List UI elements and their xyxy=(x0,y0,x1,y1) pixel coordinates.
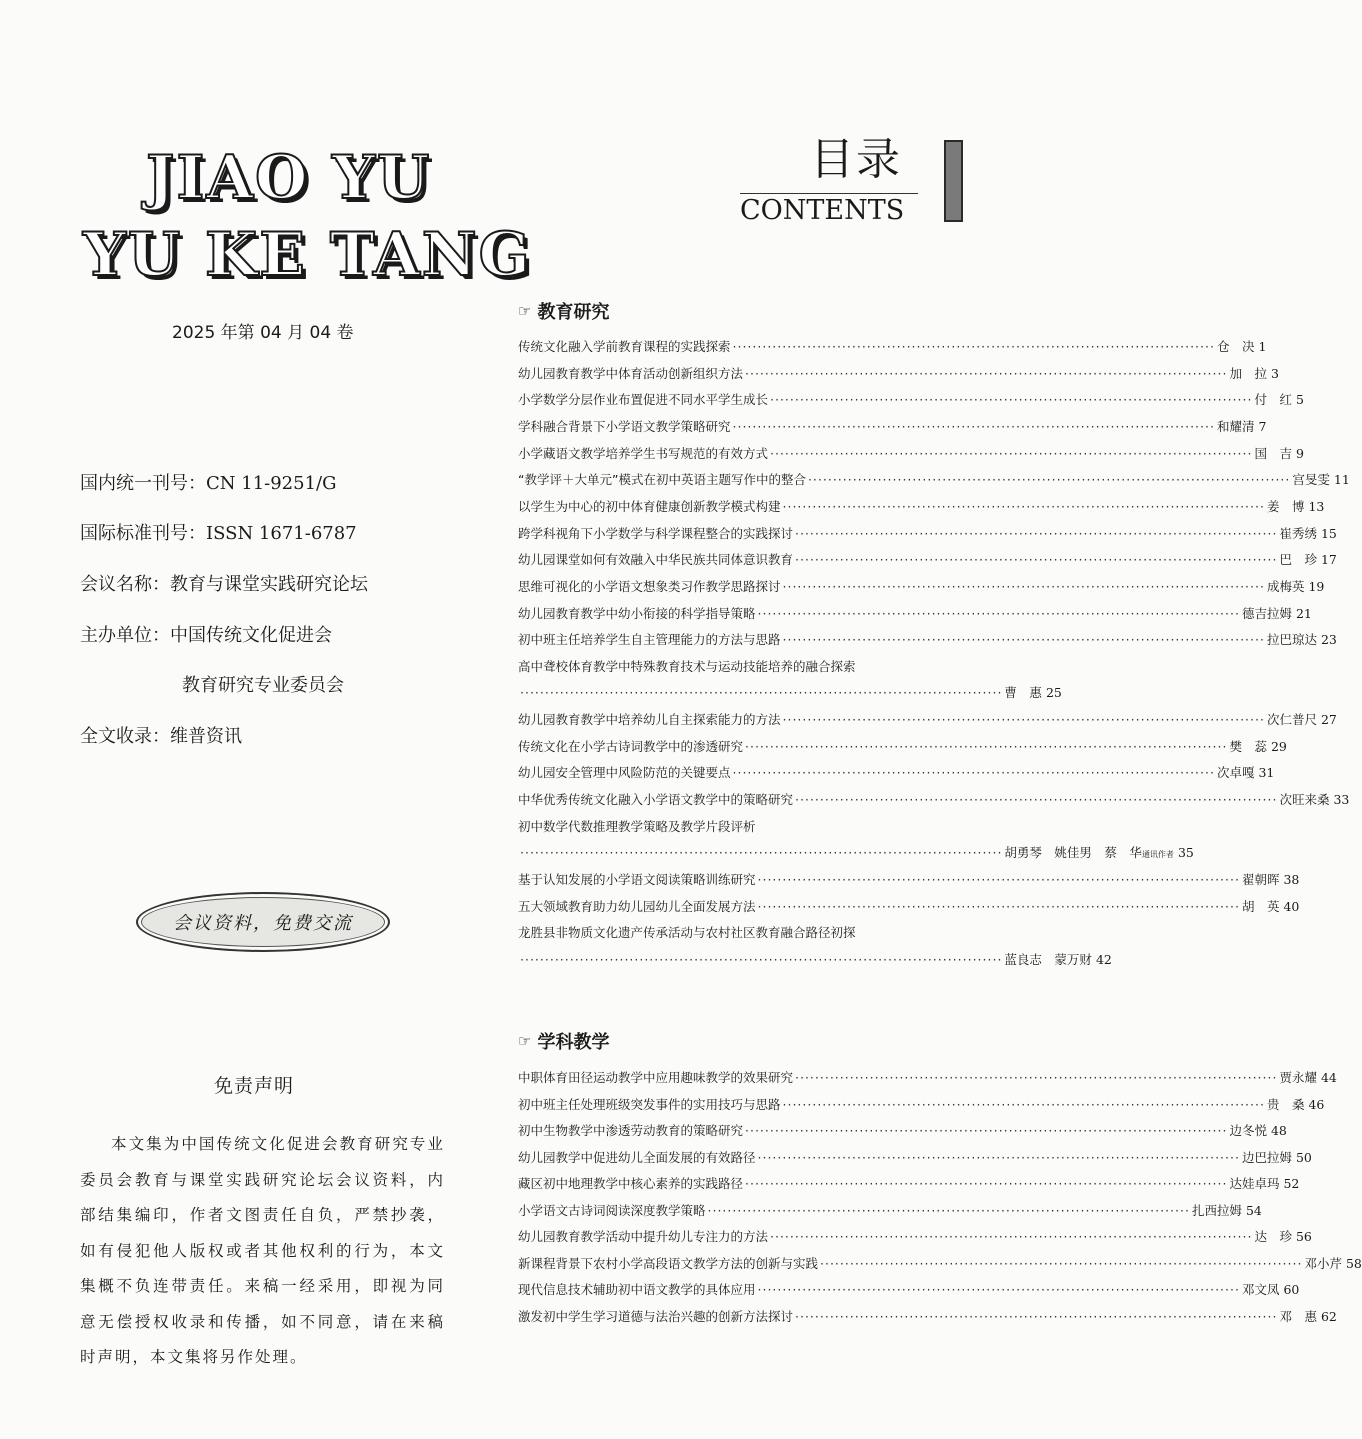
toc-entry-author: 和耀清 xyxy=(1216,418,1255,434)
journal-logo-line2: YU KE TANG xyxy=(83,220,532,290)
toc-entry-author: 翟朝晖 xyxy=(1241,872,1280,887)
toc-entry[interactable] xyxy=(518,1254,1362,1280)
toc-entry-title: 初中班主任培养学生自主管理能力的方法与思路 xyxy=(518,632,781,648)
toc-entry-author: 成梅英 xyxy=(1266,578,1305,594)
toc-leader-dots xyxy=(745,366,1227,381)
toc-leader-dots xyxy=(758,606,1240,621)
toc-title-rule xyxy=(740,193,918,194)
meta-value: ISSN 1671-6787 xyxy=(206,523,357,544)
toc-entry-author: 胡勇琴 姚佳男 蔡 华 xyxy=(1004,845,1142,861)
toc-entry-title: 中华优秀传统文化融入小学语文教学中的策略研究 xyxy=(518,792,794,808)
toc-entry[interactable] xyxy=(518,870,1300,896)
toc-entry-author: 胡 英 xyxy=(1241,898,1280,914)
toc-entry-title: 藏区初中地理教学中核心素养的实践路径 xyxy=(518,1176,744,1191)
disclaimer-title: 免责声明 xyxy=(214,1075,295,1097)
toc-entry-author: 国 吉 xyxy=(1254,445,1292,461)
toc-entry[interactable] xyxy=(518,843,1194,869)
toc-decor-bar xyxy=(944,140,963,222)
toc-entry[interactable] xyxy=(518,577,1325,603)
toc-leader-dots xyxy=(795,526,1277,541)
toc-leader-dots xyxy=(745,1176,1227,1191)
toc-leader-dots xyxy=(708,1203,1190,1218)
toc-entry-title: 初中班主任处理班级突发事件的实用技巧与思路 xyxy=(518,1096,781,1112)
meta-label: 主办单位： xyxy=(80,625,170,646)
toc-entry-page: 9 xyxy=(1295,445,1304,461)
toc-entry-author: 曹 惠 xyxy=(1004,685,1042,701)
toc-entry-page: 58 xyxy=(1345,1255,1362,1271)
toc-entry-page: 3 xyxy=(1270,365,1279,381)
toc-entry[interactable] xyxy=(518,1201,1262,1227)
toc-entry[interactable] xyxy=(518,550,1337,576)
toc-entry-page: 17 xyxy=(1320,552,1337,568)
toc-entry-title: 小学语文古诗词阅读深度教学策略 xyxy=(518,1202,706,1218)
toc-entry-page: 42 xyxy=(1095,951,1112,967)
toc-entry-page: 50 xyxy=(1295,1149,1312,1165)
toc-entry-title: 学科融合背景下小学语文教学策略研究 xyxy=(518,418,731,434)
toc-entry[interactable] xyxy=(518,710,1337,736)
toc-entry-title: 传统文化在小学古诗词教学中的渗透研究 xyxy=(518,738,744,754)
disclaimer-body: 本文集为中国传统文化促进会教育研究专业委员会教育与课堂实践研究论坛会议资料，内部结集编印，作者文图责任自负，严禁抄袭，如有侵犯他人版权或者其他权利的行为，本文集概不负连带责任。来稿一经采用，即视为同意无偿授权收录和传播，如不同意，请在来稿时声明，本文集将另作处理。 xyxy=(80,1135,445,1366)
toc-entry-page: 56 xyxy=(1295,1229,1312,1244)
meta-label: 全文收录： xyxy=(80,726,170,747)
meta-value: 教育研究专业委员会 xyxy=(182,675,344,696)
toc-entry-title: 幼儿园教育教学中幼小衔接的科学指导策略 xyxy=(518,605,756,621)
toc-entry-page: 31 xyxy=(1258,765,1275,781)
toc-entry-author: 次旺来桑 xyxy=(1279,792,1330,808)
toc-entry[interactable] xyxy=(518,1307,1337,1333)
toc-entry-page: 52 xyxy=(1283,1176,1300,1191)
toc-entry[interactable] xyxy=(518,790,1350,816)
pointing-hand-icon: ☞ xyxy=(518,1032,532,1050)
toc-entry[interactable] xyxy=(518,657,952,683)
toc-entry-page: 19 xyxy=(1308,578,1325,594)
toc-leader-dots xyxy=(795,792,1277,807)
toc-entry-author: 崔秀绣 xyxy=(1279,525,1317,541)
toc-entry-author: 扎西拉姆 xyxy=(1191,1202,1242,1218)
toc-entry-page: 1 xyxy=(1258,339,1267,354)
toc-entry[interactable] xyxy=(518,817,952,843)
toc-entry-author: 姜 博 xyxy=(1266,498,1305,514)
toc-entry-title: 思维可视化的小学语文想象类习作教学思路探讨 xyxy=(518,578,781,594)
toc-entry-title: 幼儿园教学中促进幼儿全面发展的有效路径 xyxy=(518,1149,756,1165)
meta-row xyxy=(80,469,336,495)
toc-entry-title: 初中生物教学中渗透劳动教育的策略研究 xyxy=(518,1123,744,1138)
toc-title: 目录 xyxy=(810,134,902,185)
toc-entry-page: 35 xyxy=(1177,845,1194,861)
toc-entry-page: 23 xyxy=(1320,632,1337,648)
toc-section-heading xyxy=(518,1028,609,1054)
toc-leader-dots xyxy=(745,739,1227,754)
meta-value: 中国传统文化促进会 xyxy=(170,625,332,646)
meta-label: 会议名称： xyxy=(80,574,170,595)
toc-entry[interactable] xyxy=(518,1068,1337,1094)
toc-entry[interactable] xyxy=(518,604,1312,630)
toc-entry[interactable] xyxy=(518,630,1337,656)
meta-label: 国际标准刊号： xyxy=(80,523,206,544)
toc-entry[interactable] xyxy=(518,763,1275,789)
meta-row xyxy=(80,621,332,647)
toc-entry-page: 7 xyxy=(1258,418,1267,434)
toc-entry[interactable] xyxy=(518,337,1267,363)
toc-entry-page: 60 xyxy=(1283,1282,1300,1297)
toc-entry-author: 邓文凤 xyxy=(1241,1282,1280,1297)
toc-entry[interactable] xyxy=(518,950,1112,976)
toc-entry-title: 小学藏语文教学培养学生书写规范的有效方式 xyxy=(518,445,769,461)
toc-entry-page: 38 xyxy=(1283,872,1300,887)
toc-entry[interactable] xyxy=(518,497,1325,523)
toc-section-name: 教育研究 xyxy=(537,302,610,323)
toc-entry-page: 54 xyxy=(1245,1202,1262,1218)
toc-entry-author: 次卓嘎 xyxy=(1216,765,1255,781)
corresponding-author-note: 通讯作者 xyxy=(1141,850,1174,860)
toc-entry-title: 幼儿园课堂如何有效融入中华民族共同体意识教育 xyxy=(518,552,794,568)
toc-leader-dots xyxy=(820,1256,1302,1271)
toc-entry-title: 以学生为中心的初中体育健康创新教学模式构建 xyxy=(518,498,781,514)
toc-leader-dots xyxy=(795,1070,1277,1085)
toc-entry-title: “教学评＋大单元”模式在初中英语主题写作中的整合 xyxy=(518,472,806,488)
toc-entry-author: 宫旻雯 xyxy=(1292,472,1330,488)
toc-entry-title: 激发初中学生学习道德与法治兴趣的创新方法探讨 xyxy=(518,1308,794,1324)
meta-row xyxy=(80,570,368,596)
toc-leader-dots xyxy=(783,579,1265,594)
toc-entry-page: 25 xyxy=(1045,685,1062,701)
toc-entry-title: 幼儿园安全管理中风险防范的关键要点 xyxy=(518,765,731,781)
toc-entry[interactable] xyxy=(518,683,1062,709)
toc-entry[interactable] xyxy=(518,1148,1312,1174)
journal-logo-line1: JIAO YU xyxy=(146,143,432,213)
toc-leader-dots xyxy=(520,845,1002,860)
toc-entry[interactable] xyxy=(518,897,1300,923)
toc-leader-dots xyxy=(520,685,1002,700)
toc-leader-dots xyxy=(808,472,1290,487)
toc-entry-author: 边冬悦 xyxy=(1229,1123,1267,1138)
meta-value: 教育与课堂实践研究论坛 xyxy=(170,574,368,595)
toc-entry-page: 40 xyxy=(1283,898,1300,914)
meta-label: 国内统一刊号： xyxy=(80,473,206,494)
toc-leader-dots xyxy=(745,1123,1227,1138)
toc-entry-author: 邓小芹 xyxy=(1304,1255,1342,1271)
toc-entry-author: 贾永耀 xyxy=(1279,1070,1317,1085)
toc-subtitle: CONTENTS xyxy=(740,195,905,226)
toc-leader-dots xyxy=(783,1097,1265,1112)
toc-entry-author: 樊 蕊 xyxy=(1229,738,1267,754)
toc-entry-author: 德吉拉姆 xyxy=(1241,605,1292,621)
meta-row xyxy=(182,671,344,697)
toc-entry-author: 蓝良志 蒙万财 xyxy=(1004,951,1092,967)
toc-entry-title: 新课程背景下农村小学高段语文教学方法的创新与实践 xyxy=(518,1255,819,1271)
toc-entry-page: 11 xyxy=(1333,472,1350,488)
toc-entry-page: 29 xyxy=(1270,738,1287,754)
toc-entry-page: 48 xyxy=(1270,1123,1287,1138)
meta-value: CN 11-9251/G xyxy=(206,473,337,494)
free-exchange-stamp: 会议资料，免费交流 xyxy=(136,892,390,952)
toc-entry-page: 27 xyxy=(1320,712,1337,728)
toc-entry[interactable] xyxy=(518,1174,1300,1200)
toc-leader-dots xyxy=(783,632,1265,647)
toc-entry[interactable] xyxy=(518,1095,1325,1121)
toc-leader-dots xyxy=(795,552,1277,567)
toc-entry-author: 次仁普尺 xyxy=(1266,712,1317,728)
toc-entry-title: 小学数学分层作业布置促进不同水平学生成长 xyxy=(518,392,769,408)
toc-leader-dots xyxy=(758,899,1240,914)
issue-info: 2025 年第 04 月 04 卷 xyxy=(172,323,354,343)
toc-entry-page: 5 xyxy=(1295,392,1304,408)
toc-leader-dots xyxy=(795,1309,1277,1324)
toc-leader-dots xyxy=(770,392,1252,407)
meta-row xyxy=(80,722,242,748)
toc-entry-title: 传统文化融入学前教育课程的实践探索 xyxy=(518,339,731,354)
toc-entry-page: 44 xyxy=(1320,1070,1337,1085)
toc-entry-title: 幼儿园教育教学中体育活动创新组织方法 xyxy=(518,365,744,381)
toc-leader-dots xyxy=(783,499,1265,514)
toc-entry[interactable] xyxy=(518,737,1287,763)
toc-leader-dots xyxy=(520,952,1002,967)
toc-section-heading xyxy=(518,298,609,324)
toc-entry-title: 幼儿园教育教学活动中提升幼儿专注力的方法 xyxy=(518,1229,769,1244)
toc-entry-page: 62 xyxy=(1320,1308,1337,1324)
meta-value: 维普资讯 xyxy=(170,726,242,747)
toc-entry[interactable] xyxy=(518,1227,1312,1253)
toc-entry-title: 基于认知发展的小学语文阅读策略训练研究 xyxy=(518,872,756,887)
toc-entry-author: 加 拉 xyxy=(1229,365,1267,381)
toc-entry[interactable] xyxy=(518,417,1267,443)
toc-entry[interactable] xyxy=(518,364,1279,390)
toc-entry-title: 现代信息技术辅助初中语文教学的具体应用 xyxy=(518,1282,756,1297)
toc-leader-dots xyxy=(783,712,1265,727)
toc-entry-author: 达娃卓玛 xyxy=(1229,1176,1280,1191)
toc-entry-page: 15 xyxy=(1320,525,1337,541)
toc-entry-page: 21 xyxy=(1295,605,1312,621)
toc-leader-dots xyxy=(758,1150,1240,1165)
toc-leader-dots xyxy=(770,446,1252,461)
toc-entry-author: 邓 惠 xyxy=(1279,1308,1317,1324)
pointing-hand-icon: ☞ xyxy=(518,302,532,320)
toc-entry[interactable] xyxy=(518,390,1304,416)
meta-row xyxy=(80,519,357,545)
toc-entry-title: 五大领域教育助力幼儿园幼儿全面发展方法 xyxy=(518,898,756,914)
toc-entry-title: 龙胜县非物质文化遗产传承活动与农村社区教育融合路径初探 xyxy=(518,925,856,941)
toc-entry-title: 初中数学代数推理教学策略及教学片段评析 xyxy=(518,818,756,834)
toc-entry-page: 46 xyxy=(1308,1096,1325,1112)
toc-entry-page: 13 xyxy=(1308,498,1325,514)
toc-entry-title: 高中聋校体育教学中特殊教育技术与运动技能培养的融合探索 xyxy=(518,658,856,674)
toc-entry-title: 幼儿园教育教学中培养幼儿自主探索能力的方法 xyxy=(518,712,781,728)
toc-leader-dots xyxy=(758,872,1240,887)
toc-leader-dots xyxy=(758,1282,1240,1297)
toc-entry-author: 仓 决 xyxy=(1216,339,1255,354)
toc-leader-dots xyxy=(770,1229,1252,1244)
toc-entry[interactable] xyxy=(518,470,1350,496)
toc-entry-title: 中职体育田径运动教学中应用趣味教学的效果研究 xyxy=(518,1070,794,1085)
toc-leader-dots xyxy=(733,339,1215,354)
toc-entry-page: 33 xyxy=(1333,792,1350,808)
toc-entry-author: 付 红 xyxy=(1254,392,1292,408)
toc-entry[interactable] xyxy=(518,1121,1287,1147)
toc-leader-dots xyxy=(733,765,1215,780)
toc-entry-author: 边巴拉姆 xyxy=(1241,1149,1292,1165)
toc-entry[interactable] xyxy=(518,923,952,949)
toc-entry-author: 贵 桑 xyxy=(1266,1096,1305,1112)
toc-entry-author: 巴 珍 xyxy=(1279,552,1317,568)
toc-entry-author: 达 珍 xyxy=(1254,1229,1292,1244)
toc-entry-title: 跨学科视角下小学数学与科学课程整合的实践探讨 xyxy=(518,525,794,541)
toc-entry[interactable] xyxy=(518,1280,1300,1306)
toc-entry[interactable] xyxy=(518,524,1337,550)
toc-leader-dots xyxy=(733,419,1215,434)
toc-entry[interactable] xyxy=(518,444,1304,470)
toc-entry-author: 拉巴琼达 xyxy=(1266,632,1317,648)
toc-section-name: 学科教学 xyxy=(537,1032,610,1053)
